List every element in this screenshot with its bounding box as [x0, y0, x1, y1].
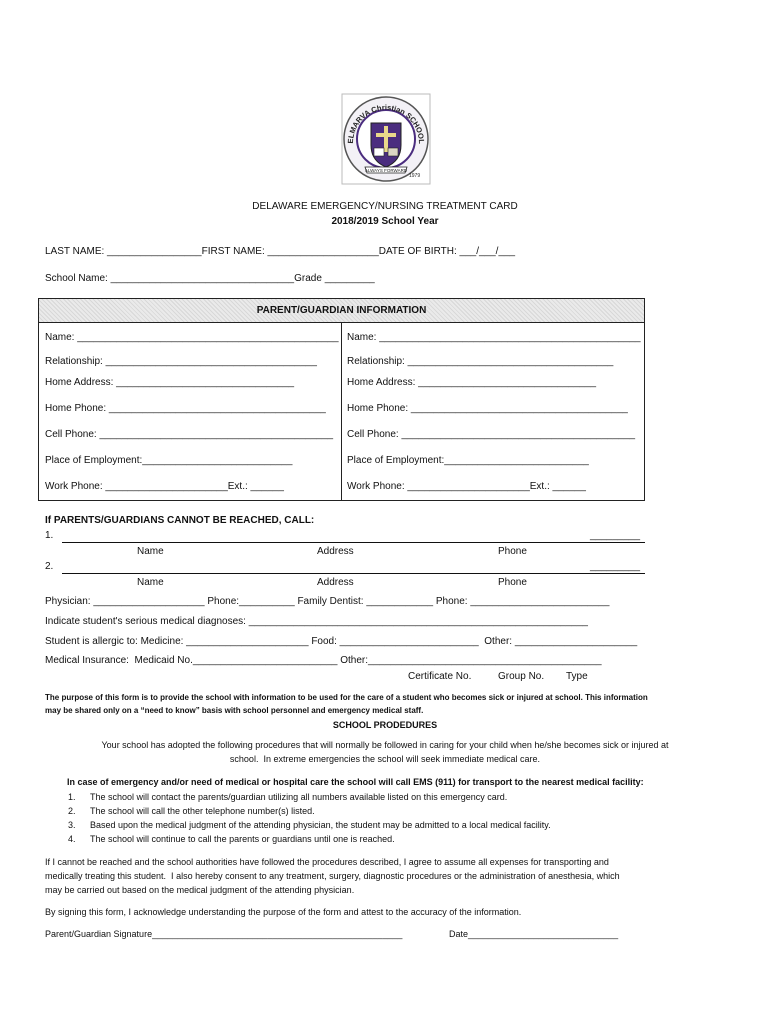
parent2-name-field[interactable]: Name: _______________________________________________ — [347, 332, 641, 343]
parent2-employment-field[interactable]: Place of Employment:__________________________ — [347, 455, 589, 466]
school-grade-line[interactable]: School Name: _________________________________Grade _________ — [45, 273, 375, 284]
group-no-label: Group No. — [498, 671, 545, 682]
logo-motto: ALWAYS FORWARD — [364, 168, 408, 173]
logo-arc-text: ELMARVA Christian SCHOOL — [345, 102, 427, 145]
consent-line-1: If I cannot be reached and the school authorities have followed the procedures described, I agree to assume all expenses for transporting and — [45, 857, 609, 867]
alt-contacts-heading: If PARENTS/GUARDIANS CANNOT BE REACHED, CALL: — [45, 515, 315, 526]
parent-guardian-heading: PARENT/GUARDIAN INFORMATION — [39, 299, 644, 323]
procedures-intro-2: school. In extreme emergencies the school will seek immediate medical care. — [229, 754, 541, 764]
school-seal-icon — [341, 93, 431, 185]
parent1-home-address-field[interactable]: Home Address: ________________________________ — [45, 377, 295, 388]
procedures-heading: SCHOOL PRODEDURES — [332, 720, 438, 730]
parent1-employment-field[interactable]: Place of Employment:___________________________ — [45, 455, 293, 466]
parent1-work-phone-field[interactable]: Work Phone: ______________________Ext.: ______ — [45, 481, 284, 492]
parent2-cell-phone-field[interactable]: Cell Phone: __________________________________________ — [347, 429, 636, 440]
parent1-relationship-field[interactable]: Relationship: ______________________________________ — [45, 356, 317, 367]
procedure-text-2: The school will call the other telephone number(s) listed. — [90, 806, 315, 816]
procedure-num-1: 1. — [68, 792, 76, 802]
parent2-home-phone-field[interactable]: Home Phone: _______________________________________ — [347, 403, 628, 414]
purpose-line-1: The purpose of this form is to provide the school with information to be used for the care of a student who becomes sick or injured at school. This information — [45, 693, 648, 702]
contact2-address-label: Address — [317, 577, 354, 588]
school-logo — [341, 93, 431, 185]
contact2-name-label: Name — [137, 577, 164, 588]
contact1-number: 1. — [45, 530, 54, 541]
signature-field[interactable]: Parent/Guardian Signature__________________________________________________ — [45, 929, 403, 939]
contact2-number: 2. — [45, 561, 54, 572]
contact2-trail: _________ — [590, 561, 641, 572]
school-year: 2018/2019 School Year — [331, 216, 439, 227]
contact1-name-label: Name — [137, 546, 164, 557]
procedure-num-4: 4. — [68, 834, 76, 844]
parent2-home-address-field[interactable]: Home Address: ________________________________ — [347, 377, 597, 388]
parent1-name-field[interactable]: Name: _______________________________________________ — [45, 332, 339, 343]
type-label: Type — [566, 671, 588, 682]
procedure-num-2: 2. — [68, 806, 76, 816]
diagnoses-line[interactable]: Indicate student's serious medical diagnoses: _____________________________________________________________ — [45, 616, 588, 627]
physician-line[interactable]: Physician: ____________________ Phone:__________ Family Dentist: ____________ Phone: _________________________ — [45, 596, 610, 607]
parent-guardian-box — [38, 298, 645, 501]
contact1-line[interactable] — [62, 542, 645, 543]
parent2-relationship-field[interactable]: Relationship: _____________________________________ — [347, 356, 614, 367]
procedures-intro-1: Your school has adopted the following procedures that will normally be followed in caring for your child when he/she becomes sick or injured at — [101, 740, 669, 750]
procedure-num-3: 3. — [68, 820, 76, 830]
contact2-line[interactable] — [62, 573, 645, 574]
ems-statement: In case of emergency and/or need of medical or hospital care the school will call EMS (911) for transport to the nearest medical facility: — [67, 777, 644, 787]
parent2-work-phone-field[interactable]: Work Phone: ______________________Ext.: ______ — [347, 481, 586, 492]
contact2-phone-label: Phone — [498, 577, 527, 588]
contact1-address-label: Address — [317, 546, 354, 557]
student-info-line[interactable]: LAST NAME: _________________FIRST NAME: ____________________DATE OF BIRTH: ___/___/___ — [45, 246, 516, 257]
consent-line-2: medically treating this student. I also hereby consent to any treatment, surgery, diagnostic procedures or the administration of anesthesia, which — [45, 871, 620, 881]
consent-line-3: may be carried out based on the medical judgment of the attending physician. — [45, 885, 355, 895]
contact1-trail: _________ — [590, 530, 641, 541]
contact1-phone-label: Phone — [498, 546, 527, 557]
acknowledgement-line: By signing this form, I acknowledge understanding the purpose of the form and attest to the accuracy of the information. — [45, 907, 522, 917]
parent1-home-phone-field[interactable]: Home Phone: _______________________________________ — [45, 403, 326, 414]
procedure-text-3: Based upon the medical judgment of the attending physician, the student may be admitted to a local medical facility. — [90, 820, 551, 830]
procedure-text-1: The school will contact the parents/guardian utilizing all numbers available listed on this emergency card. — [90, 792, 508, 802]
parent1-cell-phone-field[interactable]: Cell Phone: __________________________________________ — [45, 429, 334, 440]
form-title: DELAWARE EMERGENCY/NURSING TREATMENT CARD — [252, 201, 518, 212]
procedure-text-4: The school will continue to call the parents or guardians until one is reached. — [90, 834, 395, 844]
insurance-line[interactable]: Medical Insurance: Medicaid No.__________________________ Other:__________________________________________ — [45, 655, 602, 666]
column-divider — [341, 323, 342, 501]
date-field[interactable]: Date______________________________ — [449, 929, 619, 939]
logo-year: 1979 — [409, 173, 421, 179]
certificate-no-label: Certificate No. — [408, 671, 472, 682]
allergies-line[interactable]: Student is allergic to: Medicine: ______________________ Food: _________________________ Other: ______________________ — [45, 636, 638, 647]
purpose-line-2: may be shared only on a “need to know” basis with school personnel and emergency medical staff. — [45, 706, 424, 715]
